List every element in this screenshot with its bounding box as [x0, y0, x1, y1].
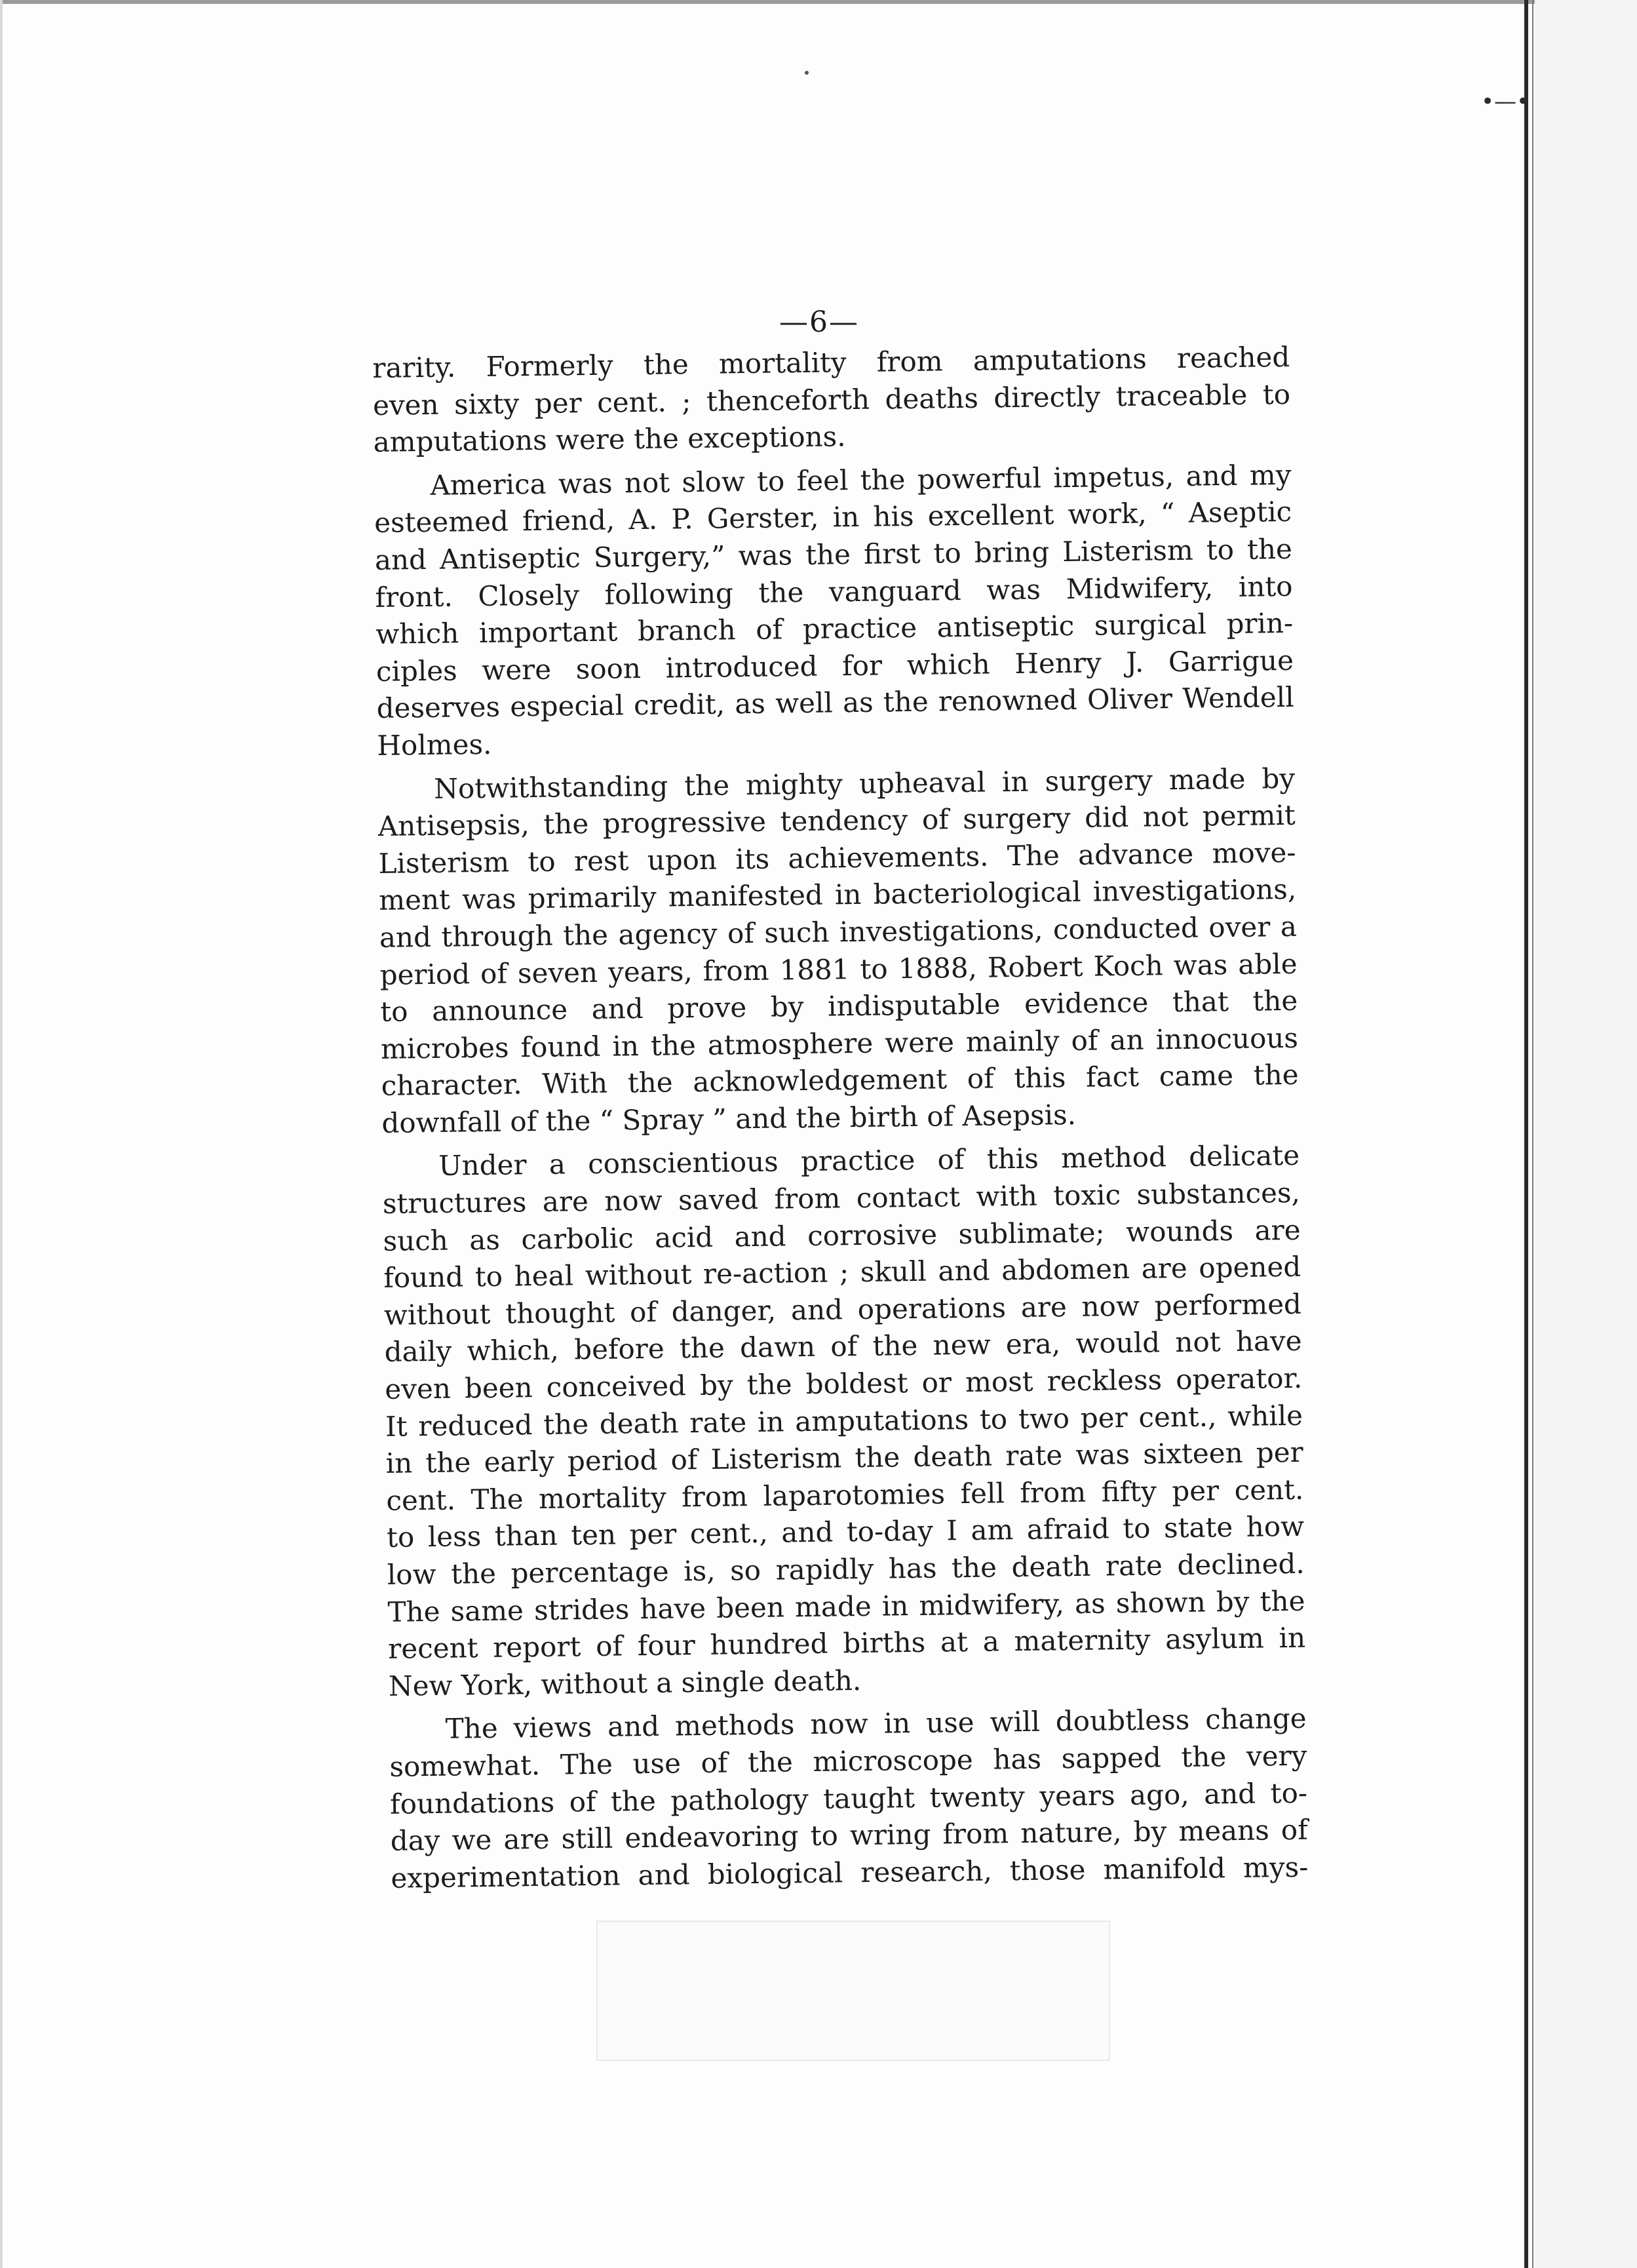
- text-line: period of seven years, from 1881 to 1888, Robert Koch was able: [379, 947, 1298, 991]
- scan-artifact-mark: •—•: [1481, 88, 1530, 115]
- text-line: structures are now saved from contact with toxic substances,: [382, 1176, 1301, 1220]
- text-line: such as carbolic acid and corrosive sublimate; wounds are: [383, 1213, 1301, 1257]
- text-line: to announce and prove by indisputable evidence that the: [380, 984, 1298, 1028]
- paragraph: [377, 760, 1300, 1142]
- text-line: and through the agency of such investigations, conducted over a: [379, 910, 1298, 954]
- text-line: experimentation and biological research, those manifold mys-: [391, 1850, 1309, 1894]
- text-line: Listerism to rest upon its achievements. The advance move-: [378, 836, 1296, 880]
- text-line: without thought of danger, and operations are now performed: [383, 1287, 1302, 1331]
- text-line: ment was primarily manifested in bacteriological investigations,: [378, 873, 1297, 917]
- text-line: ciples were soon introduced for which Henry J. Garrigue: [376, 644, 1294, 688]
- scan-binding-rule-thin: [1532, 0, 1533, 2268]
- text-line: to less than ten per cent., and to-day I am afraid to state how: [386, 1510, 1305, 1554]
- text-line: foundations of the pathology taught twenty years ago, and to-: [389, 1776, 1308, 1820]
- text-line: somewhat. The use of the microscope has sapped the very: [389, 1739, 1307, 1783]
- text-line: daily which, before the dawn of the new era, would not have: [384, 1325, 1302, 1369]
- text-line: and Antiseptic Surgery,” was the first to bring Listerism to the: [374, 532, 1293, 576]
- text-line: esteemed friend, A. P. Gerster, in his excellent work, “ Aseptic: [374, 496, 1292, 539]
- text-line: deserves especial credit, as well as the renowned Oliver Wendell: [376, 681, 1294, 725]
- scan-left-edge: [0, 0, 3, 2268]
- paragraph: [382, 1137, 1306, 1705]
- text-line: in the early period of Listerism the death rate was sixteen per: [385, 1436, 1303, 1480]
- text-line: The same strides have been made in midwifery, as shown by the: [387, 1584, 1305, 1628]
- scan-binding-rule: [1524, 0, 1528, 2268]
- text-line: Holmes.: [377, 728, 492, 762]
- text-line: Notwithstanding the mighty upheaval in surgery made by: [433, 762, 1296, 805]
- page-number: —6—: [779, 305, 859, 339]
- text-line: even been conceived by the boldest or most reckless operator.: [385, 1361, 1303, 1405]
- text-line: amputations were the exceptions.: [373, 420, 846, 459]
- paragraph: [372, 339, 1291, 461]
- scan-top-edge: [0, 0, 1637, 4]
- scan-right-margin: [1535, 0, 1637, 2268]
- text-line: rarity. Formerly the mortality from amputations reached: [372, 340, 1290, 384]
- text-line: day we are still endeavoring to wring from nature, by means of: [390, 1813, 1308, 1857]
- text-line: cent. The mortality from laparotomies fell from fifty per cent.: [386, 1473, 1304, 1517]
- text-line: even sixty per cent. ; thenceforth deaths directly traceable to: [372, 378, 1291, 421]
- text-line: America was not slow to feel the powerful impetus, and my: [430, 458, 1292, 501]
- text-line: It reduced the death rate in amputations to two per cent., while: [385, 1399, 1303, 1443]
- scan-speck: [805, 71, 809, 75]
- text-line: microbes found in the atmosphere were mainly of an innocuous: [380, 1021, 1299, 1065]
- faint-bleedthrough-mark: [596, 1921, 1110, 2061]
- text-line: downfall of the “ Spray ” and the birth of Asepsis.: [381, 1098, 1077, 1139]
- text-line: Antisepsis, the progressive tendency of surgery did not permit: [377, 798, 1296, 843]
- text-line: New York, without a single death.: [388, 1664, 862, 1702]
- text-line: recent report of four hundred births at a maternity asylum in: [387, 1621, 1306, 1666]
- text-line: front. Closely following the vanguard was Midwifery, into: [375, 570, 1293, 614]
- text-line: low the percentage is, so rapidly has the death rate declined.: [387, 1547, 1305, 1591]
- paragraph: [374, 457, 1294, 765]
- text-line: which important branch of practice antiseptic surgical prin-: [375, 607, 1294, 651]
- text-line: The views and methods now in use will doubtless change: [445, 1702, 1307, 1746]
- text-line: found to heal without re-action ; skull and abdomen are opened: [383, 1251, 1301, 1295]
- paragraph: [389, 1700, 1308, 1897]
- text-line: Under a conscientious practice of this method delicate: [438, 1139, 1300, 1183]
- text-line: character. With the acknowledgement of this fact came the: [381, 1059, 1299, 1103]
- body-text: [372, 339, 1309, 1904]
